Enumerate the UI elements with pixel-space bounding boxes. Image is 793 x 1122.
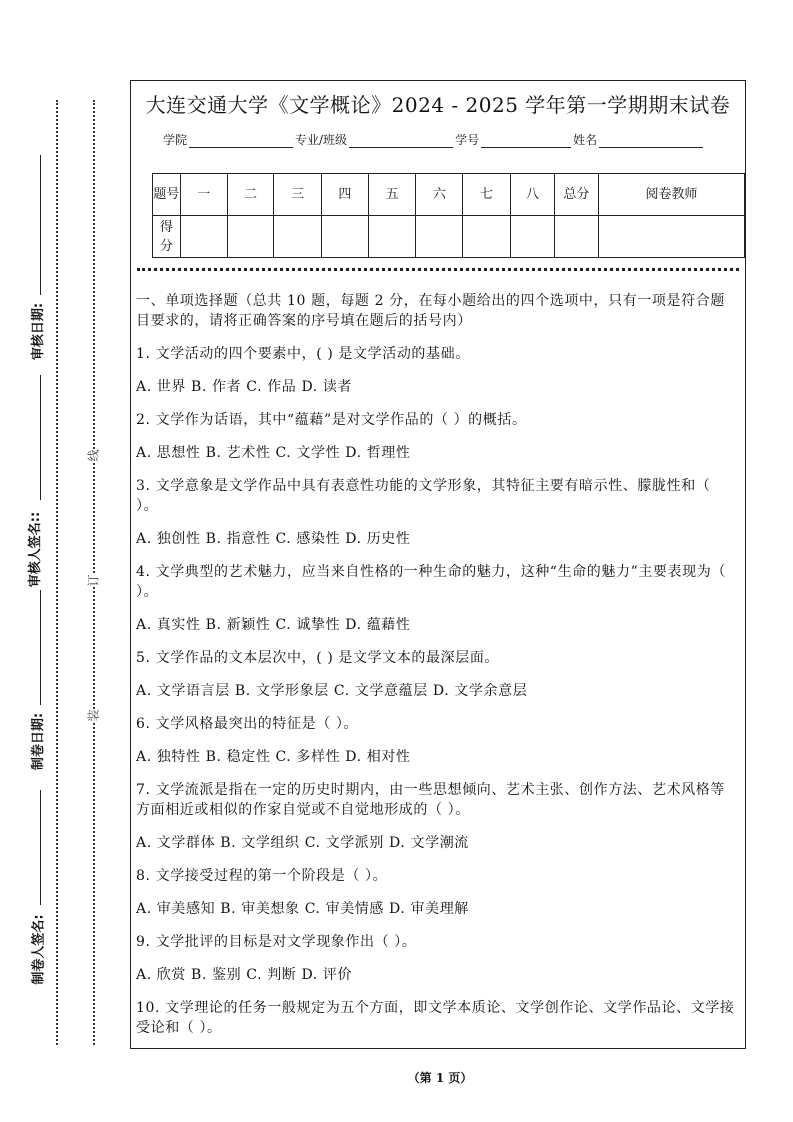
question-7-options: A. 文学群体 B. 文学组织 C. 文学派别 D. 文学潮流 [136,835,469,851]
reviewer-signature-label: 审核人签名:: [28,511,44,588]
question-number-label: 题号 [153,174,181,216]
col-5: 五 [368,174,416,216]
col-3: 三 [274,174,322,216]
question-1-options: A. 世界 B. 作者 C. 作品 D. 读者 [136,379,353,395]
question-3-options: A. 独创性 B. 指意性 C. 感染性 D. 历史性 [136,531,411,547]
question-4: 4. 文学典型的艺术魅力，应当来自性格的一种生命的魅力，这种“生命的魅力”主要表现为（ ）。 [136,564,726,600]
score-table-score-row [153,216,745,258]
student-info-line [163,131,705,148]
major-class-label: 专业/班级 [295,133,348,147]
binding-mark-line: 线 [86,449,101,462]
col-6: 六 [416,174,463,216]
question-4-options: A. 真实性 B. 新颖性 C. 诚挚性 D. 蕴藉性 [136,617,411,633]
exam-paper-frame [130,80,746,1049]
college-label: 学院 [163,133,188,147]
question-8-options: A. 审美感知 B. 审美想象 C. 审美情感 D. 审美理解 [136,901,469,917]
questions-section [136,291,737,1051]
question-6: 6. 文学风格最突出的特征是（ ）。 [136,716,359,732]
question-2: 2. 文学作为话语，其中“蕴藉”是对文学作品的（ ）的概括。 [136,412,527,428]
question-7: 7. 文学流派是指在一定的历史时期内，由一些思想倾向、艺术主张、创作方法、艺术风格等方面相近或相似的作家自觉或不自觉地形成的（ ）。 [136,782,726,818]
compiler-signature-line [40,790,41,905]
compile-date-label: 制卷日期: [31,712,47,771]
score-cell[interactable] [554,216,598,258]
col-8: 八 [510,174,554,216]
binding-dotted-line-inner [93,100,95,1045]
reviewer-signature-line [40,375,41,500]
col-1: 一 [180,174,227,216]
score-cell[interactable] [416,216,463,258]
score-cell[interactable] [598,216,744,258]
name-field[interactable] [599,133,703,148]
col-2: 二 [227,174,274,216]
col-total: 总分 [554,174,598,216]
score-cell[interactable] [227,216,274,258]
question-9-options: A. 欣赏 B. 鉴别 C. 判断 D. 评价 [136,967,353,983]
page-number: （第 1 页） [407,1071,473,1085]
student-id-field[interactable] [481,133,571,148]
score-cell[interactable] [510,216,554,258]
col-grader: 阅卷教师 [598,174,744,216]
question-10: 10. 文学理论的任务一般规定为五个方面，即文学本质论、文学创作论、文学作品论、文学接受论和（ ）。 [136,1000,735,1036]
score-cell[interactable] [463,216,511,258]
binding-mark-order: 订 [86,574,101,587]
compile-date-line [40,590,41,705]
score-cell[interactable] [368,216,416,258]
question-5-options: A. 文学语言层 B. 文学形象层 C. 文学意蕴层 D. 文学余意层 [136,683,528,699]
review-date-line [40,155,41,295]
compiler-signature-label: 制卷人签名: [31,914,47,985]
score-table-header-row [153,174,745,216]
score-cell[interactable] [180,216,227,258]
col-7: 七 [463,174,511,216]
section-heading: 一、单项选择题（总共 10 题，每题 2 分，在每小题给出的四个选项中，只有一项是符合题目要求的，请将正确答案的序号填在题后的括号内） [136,293,725,329]
exam-title: 大连交通大学《文学概论》2024 - 2025 学年第一学期期末试卷 [145,93,731,117]
name-label: 姓名 [573,133,598,147]
question-6-options: A. 独特性 B. 稳定性 C. 多样性 D. 相对性 [136,749,411,765]
score-cell[interactable] [274,216,322,258]
score-label: 得分 [153,216,181,258]
question-3: 3. 文学意象是文学作品中具有表意性功能的文学形象，其特征主要有暗示性、朦胧性和（ ）。 [136,478,711,514]
question-2-options: A. 思想性 B. 艺术性 C. 文学性 D. 哲理性 [136,445,411,461]
major-class-field[interactable] [349,133,453,148]
student-id-label: 学号 [455,133,480,147]
question-5: 5. 文学作品的文本层次中，( ) 是文学文本的最深层面。 [136,650,500,666]
score-cell[interactable] [322,216,369,258]
binding-dotted-line-outer [56,100,58,1045]
review-date-label: 审核日期: [31,302,47,361]
question-8: 8. 文学接受过程的第一个阶段是（ ）。 [136,868,388,884]
college-field[interactable] [189,133,293,148]
section-divider [137,268,739,271]
question-9: 9. 文学批评的目标是对文学现象作出（ ）。 [136,934,417,950]
col-4: 四 [322,174,369,216]
question-1: 1. 文学活动的四个要素中，( ) 是文学活动的基础。 [136,346,470,362]
score-table [152,173,745,258]
binding-mark-bind: 装 [86,709,101,722]
